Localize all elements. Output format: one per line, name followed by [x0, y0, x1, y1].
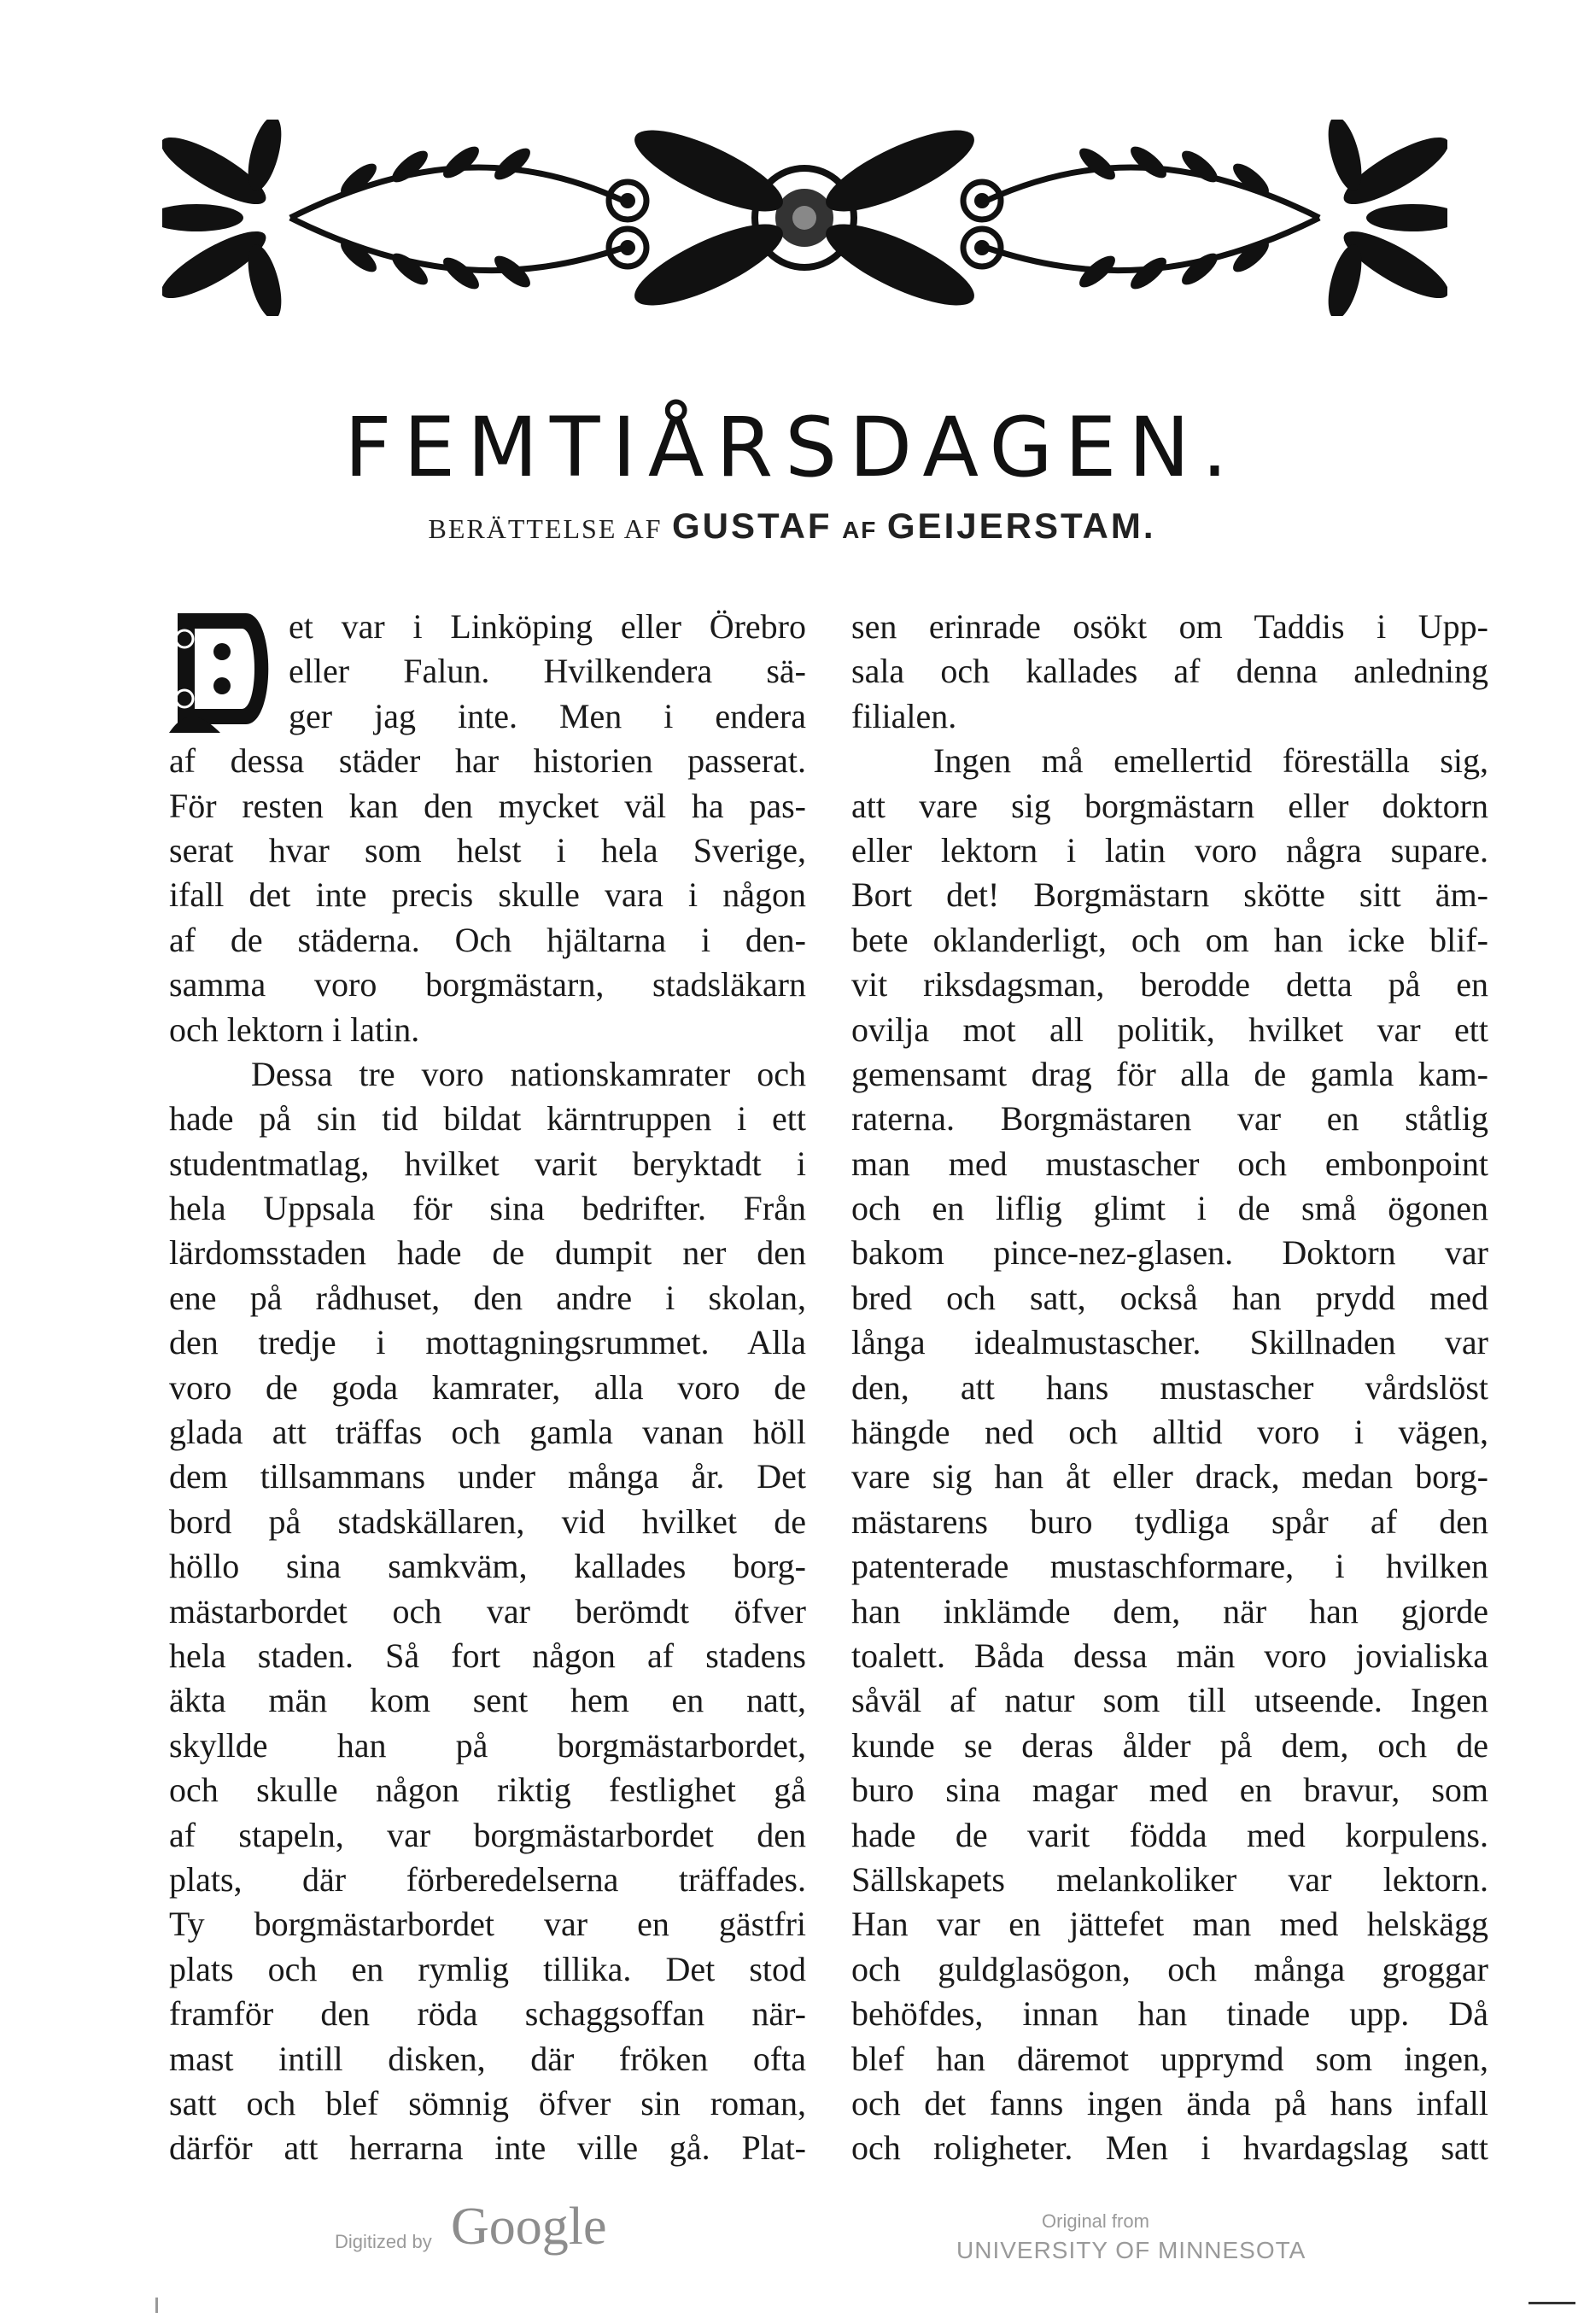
- text-line: dem tillsammans under många år. Det: [169, 1457, 806, 1496]
- text-line: gemensamt drag för alla de gamla kam-: [851, 1054, 1488, 1093]
- text-line: den, att hans mustascher vårdslöst: [851, 1367, 1488, 1407]
- text-line: hade på sin tid bildat kärntruppen i ett: [169, 1099, 806, 1139]
- text-line: toalett. Båda dessa män voro jovialiska: [851, 1636, 1488, 1675]
- right-column: [851, 605, 1488, 2171]
- text-line: Sällskapets melankoliker var lektorn.: [851, 1859, 1488, 1899]
- text-line: sala och kallades af denna anledning: [851, 652, 1488, 691]
- text-line: buro sina magar med en bravur, som: [851, 1771, 1488, 1810]
- text-line: satt och blef sömnig öfver sin roman,: [169, 2083, 806, 2122]
- original-from-label: Original from: [1042, 2210, 1149, 2232]
- text-line: samma voro borgmästarn, stadsläkarn: [169, 965, 806, 1004]
- author-particle: AF: [842, 517, 878, 543]
- text-line: hängde ned och alltid voro i vägen,: [851, 1413, 1488, 1452]
- text-line: plats, där förberedelserna träffades.: [169, 1859, 806, 1899]
- text-line: af de städerna. Och hjältarna i den-: [169, 920, 806, 959]
- text-line: hela Uppsala för sina bedrifter. Från: [169, 1189, 806, 1228]
- text-line: man med mustascher och embonpoint: [851, 1144, 1488, 1183]
- text-line: mästarens buro tydliga spår af den: [851, 1502, 1488, 1541]
- decorative-initial-d-icon: [169, 605, 278, 733]
- scan-corner-mark: [1528, 2302, 1575, 2304]
- text-line: och lektorn i latin.: [169, 1010, 420, 1049]
- author-last-name: GEIJERSTAM.: [886, 506, 1156, 546]
- text-line: raterna. Borgmästaren var en ståtlig: [851, 1099, 1488, 1139]
- byline: [0, 506, 1584, 547]
- text-line: kunde se deras ålder på dem, och de: [851, 1725, 1488, 1765]
- text-line: För resten kan den mycket väl ha pas-: [169, 786, 806, 825]
- text-line: vit riksdagsman, berodde detta på en: [851, 965, 1488, 1004]
- scan-margin-mark: [155, 2298, 158, 2313]
- text-line: äkta män kom sent hem en natt,: [169, 1681, 806, 1720]
- text-line: ovilja mot all politik, hvilket var ett: [851, 1010, 1488, 1049]
- text-line: bred och satt, också han prydd med: [851, 1278, 1488, 1317]
- text-line: Ingen må emellertid föreställa sig,: [933, 741, 1488, 781]
- text-line: Dessa tre voro nationskamrater och: [251, 1054, 806, 1093]
- text-line: ger jag inte. Men i endera: [289, 696, 806, 735]
- text-line: af stapeln, var borgmästarbordet den: [169, 1815, 806, 1854]
- text-line: af dessa städer har historien passerat.: [169, 741, 806, 781]
- text-line: och guldglasögon, och många groggar: [851, 1949, 1488, 1988]
- text-line: bete oklanderligt, och om han icke blif-: [851, 920, 1488, 959]
- page-title: FEMTIÅRSDAGEN.: [344, 400, 1240, 495]
- text-line: mästarbordet och var berömdt öfver: [169, 1591, 806, 1630]
- text-line: plats och en rymlig tillika. Det stod: [169, 1949, 806, 1988]
- text-line: behöfdes, innan han tinade upp. Då: [851, 1994, 1488, 2034]
- text-line: han inklämde dem, när han gjorde: [851, 1591, 1488, 1630]
- text-line: därför att herrarna inte ville gå. Plat-: [169, 2128, 806, 2168]
- text-line: patenterade mustaschformare, i hvilken: [851, 1547, 1488, 1586]
- text-line: et var i Linköping eller Örebro: [289, 607, 806, 646]
- text-line: och det fanns ingen ända på hans infall: [851, 2083, 1488, 2122]
- text-line: bakom pince-nez-glasen. Doktorn var: [851, 1233, 1488, 1273]
- text-line: att vare sig borgmästarn eller doktorn: [851, 786, 1488, 825]
- text-line: blef han däremot upprymd som ingen,: [851, 2039, 1488, 2078]
- text-line: mast intill disken, där fröken ofta: [169, 2039, 806, 2078]
- text-line: hela staden. Så fort någon af stadens: [169, 1636, 806, 1675]
- left-column: [169, 605, 806, 2171]
- text-line: hade de varit födda med korpulens.: [851, 1815, 1488, 1854]
- text-line: eller Falun. Hvilkendera sä-: [289, 652, 806, 691]
- text-line: voro de goda kamrater, alla voro de: [169, 1367, 806, 1407]
- text-line: glada att träffas och gamla vanan höll: [169, 1413, 806, 1452]
- google-watermark: Google: [451, 2198, 607, 2256]
- text-line: Bort det! Borgmästarn skötte sitt äm-: [851, 875, 1488, 915]
- text-line: filialen.: [851, 696, 957, 735]
- floral-band-ornament-icon: [162, 120, 1447, 316]
- text-line: och en liflig glimt i de små ögonen: [851, 1189, 1488, 1228]
- text-line: Han var en jättefet man med helskägg: [851, 1905, 1488, 1944]
- digitized-by-label: Digitized by: [335, 2231, 432, 2252]
- text-line: och roligheter. Men i hvardagslag satt: [851, 2128, 1488, 2168]
- author-first-name: GUSTAF: [672, 506, 833, 546]
- text-line: Ty borgmästarbordet var en gästfri: [169, 1905, 806, 1944]
- text-line: långa idealmustascher. Skillnaden var: [851, 1323, 1488, 1362]
- text-line: den tredje i mottagningsrummet. Alla: [169, 1323, 806, 1362]
- text-line: lärdomsstaden hade de dumpit ner den: [169, 1233, 806, 1273]
- text-line: serat hvar som helst i hela Sverige,: [169, 830, 806, 869]
- text-line: höllo sina samkväm, kallades borg-: [169, 1547, 806, 1586]
- text-line: skyllde han på borgmästarbordet,: [169, 1725, 806, 1765]
- text-line: såväl af natur som till utseende. Ingen: [851, 1681, 1488, 1720]
- original-institution: UNIVERSITY OF MINNESOTA: [956, 2237, 1306, 2263]
- text-line: och skulle någon riktig festlighet gå: [169, 1771, 806, 1810]
- text-line: sen erinrade osökt om Taddis i Upp-: [851, 607, 1488, 646]
- text-line: bord på stadskällaren, vid hvilket de: [169, 1502, 806, 1541]
- text-line: ene på rådhuset, den andre i skolan,: [169, 1278, 806, 1317]
- text-line: vare sig han åt eller drack, medan borg-: [851, 1457, 1488, 1496]
- text-line: framför den röda schaggsoffan när-: [169, 1994, 806, 2034]
- text-line: studentmatlag, hvilket varit beryktadt i: [169, 1144, 806, 1183]
- text-line: ifall det inte precis skulle vara i någon: [169, 875, 806, 915]
- byline-prefix: BERÄTTELSE AF: [428, 513, 663, 544]
- text-line: eller lektorn i latin voro några supare.: [851, 830, 1488, 869]
